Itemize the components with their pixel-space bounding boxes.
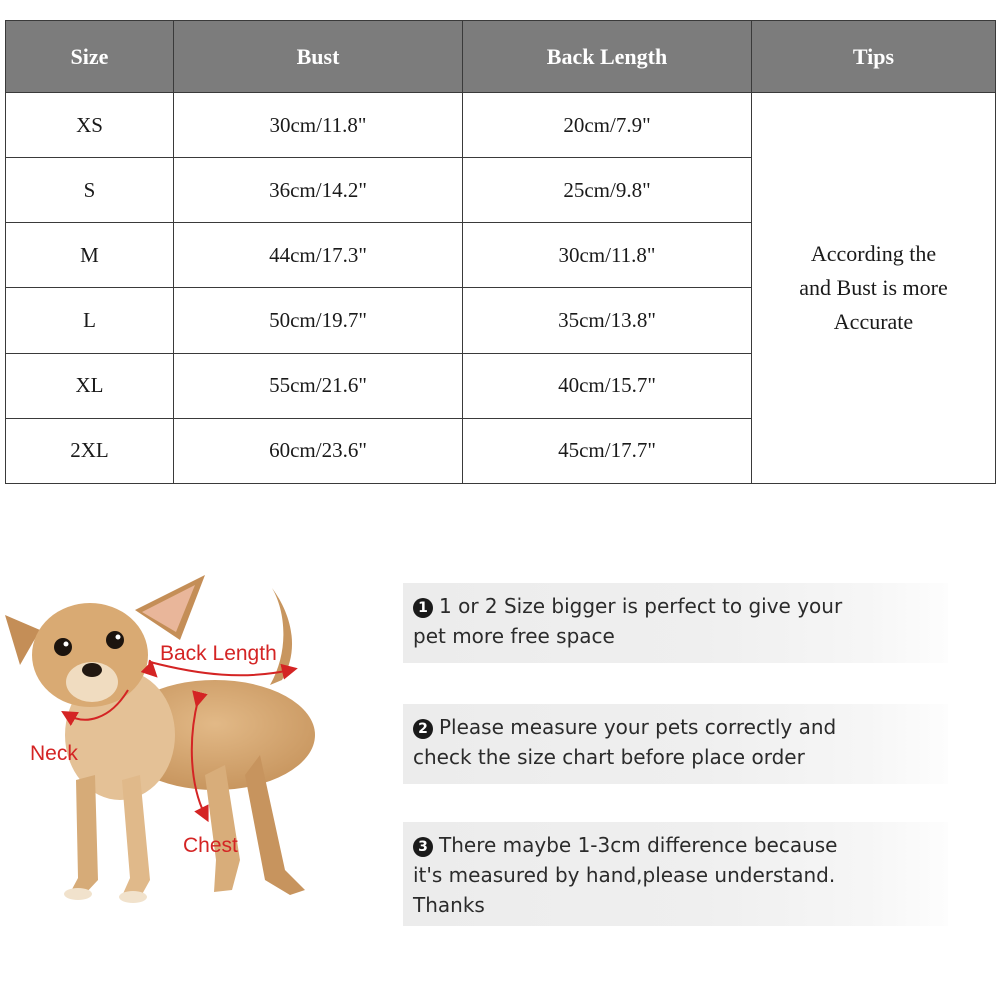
tip-card (403, 822, 948, 926)
tip-text: it's measured by hand,please understand. (413, 863, 836, 887)
cell-bust: 50cm/19.7" (174, 288, 463, 353)
tip-text: pet more free space (413, 624, 615, 648)
cell-back-length: 45cm/17.7" (463, 418, 752, 483)
dog-svg (0, 560, 345, 920)
cell-size: XL (6, 353, 174, 418)
tips-line: According the (810, 241, 937, 266)
tips-line: and Bust is more (799, 275, 948, 300)
header-bust: Bust (174, 21, 463, 93)
number-one-icon: 1 (413, 598, 433, 618)
table-header-row (6, 21, 996, 93)
header-size: Size (6, 21, 174, 93)
cell-tips (752, 93, 996, 484)
header-tips: Tips (752, 21, 996, 93)
cell-bust: 36cm/14.2" (174, 158, 463, 223)
tip-line (413, 712, 938, 742)
cell-back-length: 25cm/9.8" (463, 158, 752, 223)
number-three-icon: 3 (413, 837, 433, 857)
tip-text: Please measure your pets correctly and (439, 715, 837, 739)
size-chart-table (5, 20, 996, 484)
tip-text: Thanks (413, 893, 485, 917)
cell-back-length: 40cm/15.7" (463, 353, 752, 418)
neck-label: Neck (30, 742, 78, 765)
tip-text: check the size chart before place order (413, 745, 805, 769)
dog-measurement-illustration (0, 560, 345, 920)
tip-line (413, 830, 938, 860)
cell-back-length: 35cm/13.8" (463, 288, 752, 353)
cell-bust: 55cm/21.6" (174, 353, 463, 418)
tip-text: There maybe 1-3cm difference because (439, 833, 838, 857)
cell-size: M (6, 223, 174, 288)
tip-card (403, 583, 948, 663)
dog-body (5, 575, 315, 903)
cell-size: L (6, 288, 174, 353)
cell-size: XS (6, 93, 174, 158)
tip-text: 1 or 2 Size bigger is perfect to give your (439, 594, 843, 618)
back-length-label: Back Length (160, 642, 277, 665)
tip-card (403, 704, 948, 784)
cell-back-length: 30cm/11.8" (463, 223, 752, 288)
tips-line: Accurate (833, 309, 914, 334)
number-two-icon: 2 (413, 719, 433, 739)
cell-bust: 60cm/23.6" (174, 418, 463, 483)
cell-size: 2XL (6, 418, 174, 483)
table-row (6, 93, 996, 158)
cell-size: S (6, 158, 174, 223)
cell-bust: 44cm/17.3" (174, 223, 463, 288)
cell-back-length: 20cm/7.9" (463, 93, 752, 158)
tip-line (413, 591, 938, 621)
chest-label: Chest (183, 834, 238, 857)
header-back-length: Back Length (463, 21, 752, 93)
cell-bust: 30cm/11.8" (174, 93, 463, 158)
